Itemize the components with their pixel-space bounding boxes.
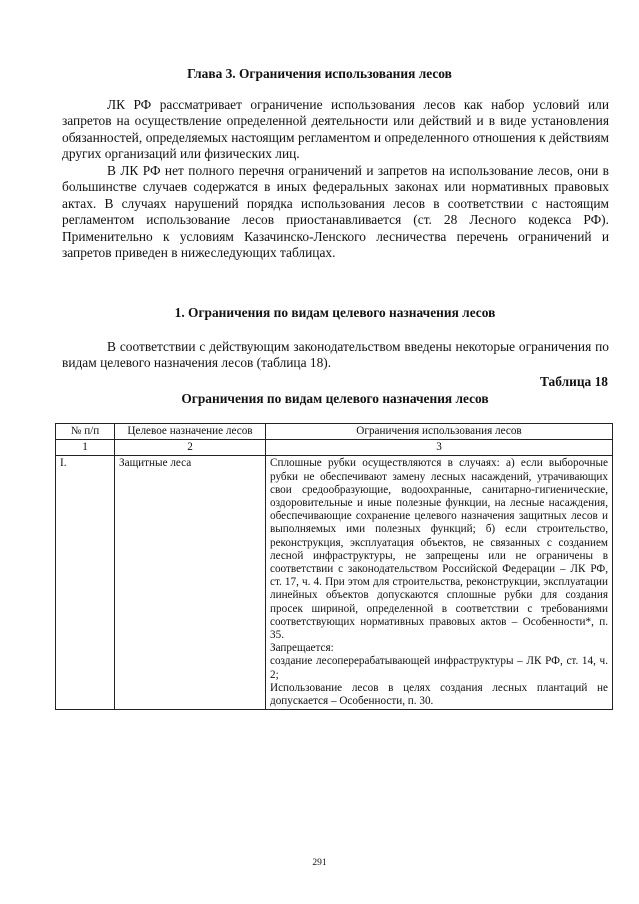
section-title: 1. Ограничения по видам целевого назначения лесов bbox=[174, 305, 496, 320]
column-number-1: 1 bbox=[56, 440, 115, 456]
restriction-prohibited-label: Запрещается: bbox=[270, 642, 334, 655]
restrictions-table bbox=[55, 423, 613, 710]
restriction-plantations: Использование лесов в целях создания лесных плантаций не допускается – Особенности, п. 30. bbox=[270, 681, 608, 708]
header-purpose: Целевое назначение лесов bbox=[115, 424, 266, 440]
table-title: Ограничения по видам целевого назначения лесов bbox=[181, 391, 489, 406]
paragraph-intro: ЛК РФ рассматривает ограничение использования лесов как набор условий или запретов на осуществление определенной деятельности или действий и в виде установления обязанностей, определяемых настоящим регламентом и определенного отношения к действиям других организаций или физических лиц. bbox=[62, 97, 609, 162]
row-number: I. bbox=[56, 456, 115, 710]
restriction-main: Сплошные рубки осуществляются в случаях: а) если выборочные рубки не обеспечивают замену лесных насаждений, утрачивающих свои средообразующие, водоохранные, санитарно-гигиенические, оздоровительные и иные полезные функции, на лесные насаждения, обеспечивающие сохранение целевого назначения защитных лесов и выполняемых ими полезных функций; б) если строительство, реконструкция, эксплуатация объектов, не связанных с созданием лесной инфраструктуры, не запрещены или не ограничены в соответствии с законодательством Российской Федерации – ЛК РФ, ст. 17, ч. 4. При этом для строительства, реконструкции, эксплуатации линейных объектов допускаются сплошные рубки для создания просек шириной, определенной в соответствии с требованиями соответствующих нормативных правовых актов – Особенности*, п. 35. bbox=[270, 457, 608, 642]
table-row bbox=[56, 456, 613, 710]
paragraph-lk-rf: В ЛК РФ нет полного перечня ограничений и запретов на использование лесов, они в большинстве случаев содержатся в иных федеральных законах или нормативных правовых актах. В случаях нарушений порядка использования лесов в соответствии с настоящим регламентом использование лесов приостанавливается (ст. 28 Лесного кодекса РФ). Применительно к условиям Казачинско-Ленского лесничества перечень ограничений и запретов приведен в нижеследующих таблицах. bbox=[62, 163, 609, 261]
page-number: 291 bbox=[312, 858, 327, 868]
paragraph-legislation: В соответствии с действующим законодательством введены некоторые ограничения по видам целевого назначения лесов (таблица 18). bbox=[62, 339, 609, 371]
column-number-2: 2 bbox=[115, 440, 266, 456]
row-purpose: Защитные леса bbox=[115, 456, 266, 710]
restriction-prohibited-item: создание лесоперерабатывающей инфраструктуры – ЛК РФ, ст. 14, ч. 2; bbox=[270, 655, 608, 681]
row-restrictions bbox=[266, 456, 613, 710]
header-restrictions: Ограничения использования лесов bbox=[266, 424, 613, 440]
chapter-title: Глава 3. Ограничения использования лесов bbox=[187, 66, 452, 81]
table-header-row bbox=[56, 424, 613, 440]
table-column-numbers-row bbox=[56, 440, 613, 456]
column-number-3: 3 bbox=[266, 440, 613, 456]
header-number: № п/п bbox=[56, 424, 115, 440]
table-label: Таблица 18 bbox=[539, 374, 608, 389]
